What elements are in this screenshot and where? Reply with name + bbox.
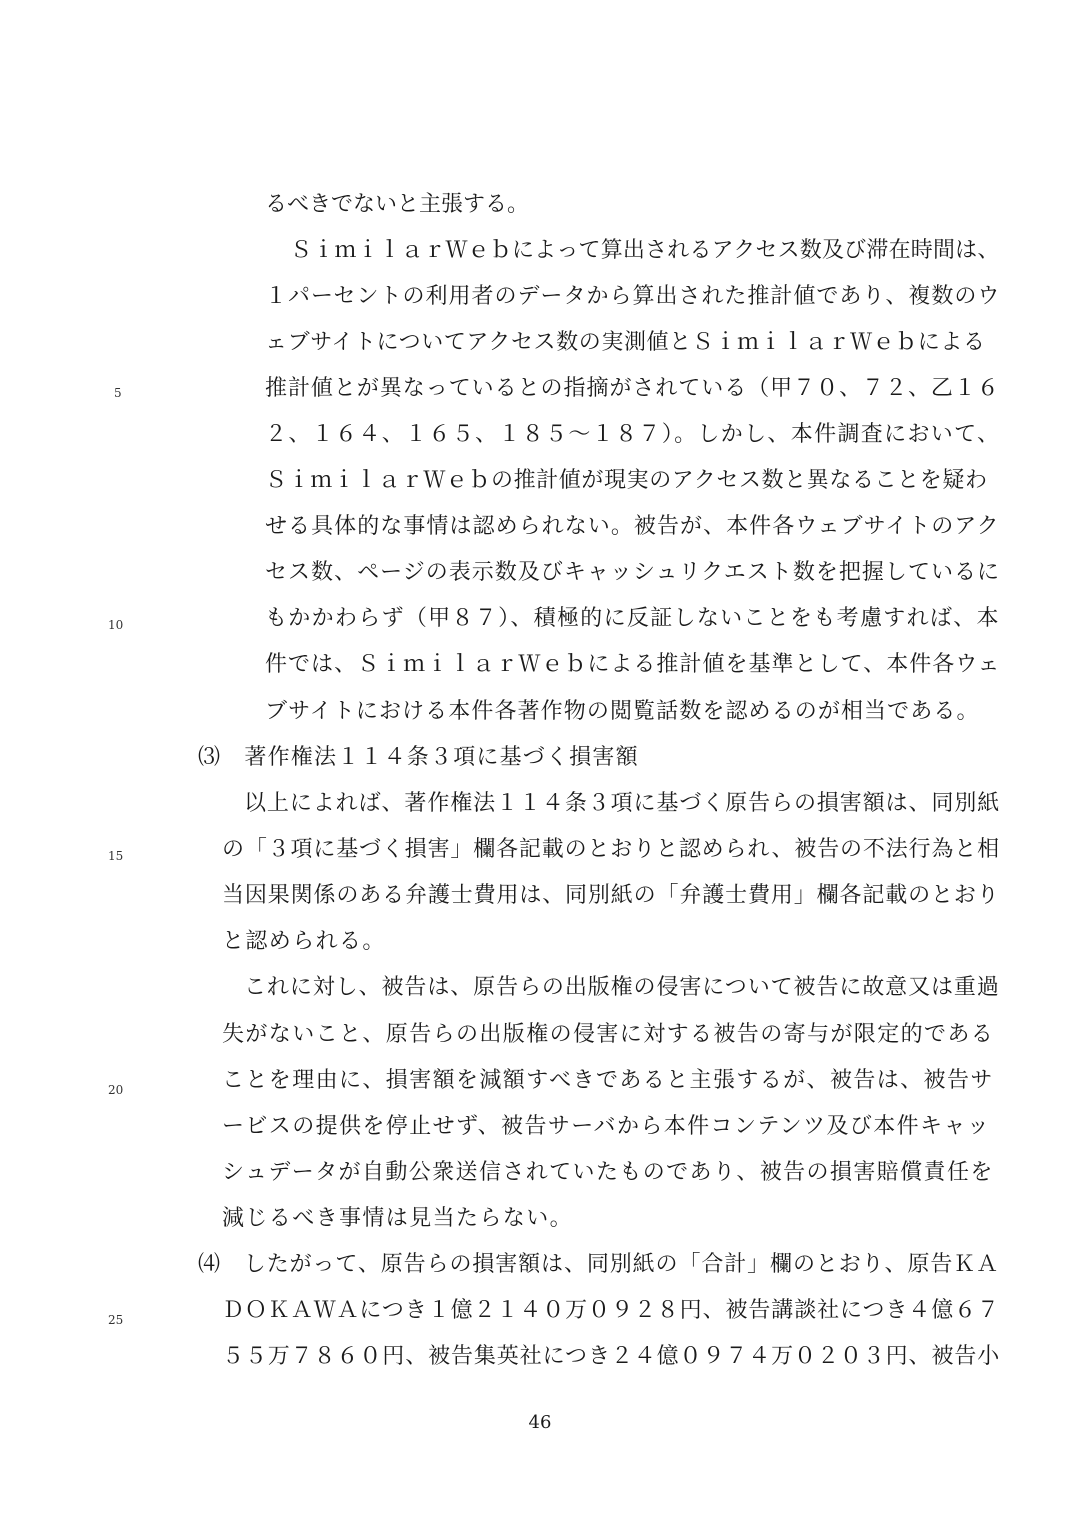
text-line: ＳｉｍｉｌａｒＷｅｂの推計値が現実のアクセス数と異なることを疑わ: [265, 468, 988, 493]
text-line: ＤＯＫＡＷＡにつき１億２１４０万０９２８円、被告講談社につき４億６７: [222, 1298, 1000, 1323]
text-line: と認められる。: [222, 929, 386, 954]
text-line: 失がないこと、原告らの出版権の侵害に対する被告の寄与が限定的である: [222, 1022, 995, 1047]
line-number: 5: [114, 386, 122, 400]
text-line: ＳｉｍｉｌａｒＷｅｂによって算出されるアクセス数及び滞在時間は、: [290, 238, 1000, 263]
text-line: もかかわらず（甲８７）、積極的に反証しないことをも考慮すれば、本: [265, 606, 1000, 631]
text-line: 件では、ＳｉｍｉｌａｒＷｅｂによる推計値を基準として、本件各ウェ: [265, 652, 1001, 677]
text-line: るべきでないと主張する。: [265, 192, 530, 217]
text-line: ブサイトにおける本件各著作物の閲覧話数を認めるのが相当である。: [265, 699, 980, 724]
section-heading: ⑷ したがって、原告らの損害額は、同別紙の「合計」欄のとおり、原告ＫＡ: [198, 1252, 1000, 1277]
text-line: これに対し、被告は、原告らの出版権の侵害について被告に故意又は重過: [244, 975, 1000, 1000]
text-line: シュデータが自動公衆送信されていたものであり、被告の損害賠償責任を: [222, 1160, 994, 1185]
text-line: １パーセントの利用者のデータから算出された推計値であり、複数のウ: [265, 284, 1001, 309]
page-number: 46: [528, 1412, 552, 1433]
section-heading: ⑶ 著作権法１１４条３項に基づく損害額: [198, 745, 639, 770]
text-line: 減じるべき事情は見当たらない。: [222, 1206, 574, 1231]
text-line: ェブサイトについてアクセス数の実測値とＳｉｍｉｌａｒＷｅｂによる: [265, 330, 986, 355]
line-number: 25: [108, 1313, 124, 1327]
line-number: 20: [108, 1083, 124, 1097]
line-number: 10: [108, 618, 124, 632]
text-line: 推計値とが異なっているとの指摘がされている（甲７０、７２、乙１６: [265, 376, 1000, 401]
line-number: 15: [108, 849, 124, 863]
text-line: せる具体的な事情は認められない。被告が、本件各ウェブサイトのアク: [265, 514, 1000, 539]
text-line: ５５万７８６０円、被告集英社につき２４億０９７４万０２０３円、被告小: [222, 1344, 1001, 1369]
text-line: ２、１６４、１６５、１８５～１８７）。しかし、本件調査において、: [265, 422, 1001, 447]
text-line: 以上によれば、著作権法１１４条３項に基づく原告らの損害額は、同別紙: [244, 791, 1001, 816]
text-line: セス数、ページの表示数及びキャッシュリクエスト数を把握しているに: [265, 560, 1001, 585]
text-line: ービスの提供を停止せず、被告サーバから本件コンテンツ及び本件キャッ: [222, 1114, 991, 1139]
text-line: ことを理由に、損害額を減額すべきであると主張するが、被告は、被告サ: [222, 1068, 994, 1093]
text-line: の「３項に基づく損害」欄各記載のとおりと認められ、被告の不法行為と相: [222, 837, 1000, 862]
text-line: 当因果関係のある弁護士費用は、同別紙の「弁護士費用」欄各記載のとおり: [222, 883, 1000, 908]
